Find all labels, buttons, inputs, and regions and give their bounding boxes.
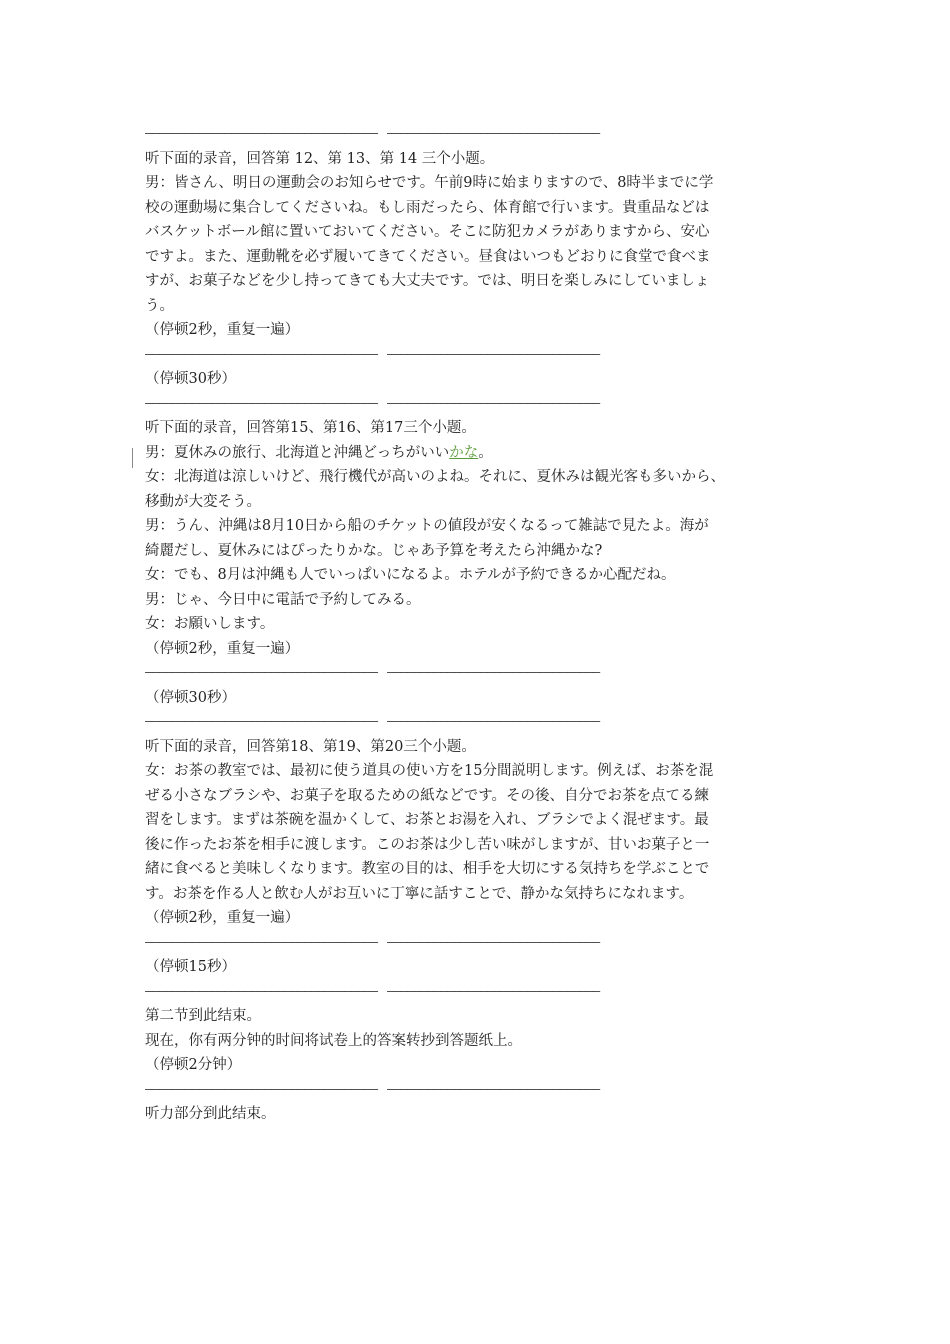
pause-note: （停顿2秒，重复一遍）	[145, 322, 300, 338]
dialogue-line: 後に作ったお茶を相手に渡します。このお茶は少し苦い味がしますが、甘いお菓子と一	[145, 836, 710, 853]
dialogue-line: バスケットボール館に置いておいてください。そこに防犯カメラがありますから、安心	[145, 224, 710, 240]
section-heading: 听下面的录音，回答第15、第16、第17三个小题。	[145, 420, 476, 436]
dialogue-line: 男：夏休みの旅行、北海道と沖縄どっちがいいかな。	[145, 444, 493, 461]
dialogue-line: すが、お菓子などを少し持ってきても大丈夫です。では、明日を楽しみにしていましょ	[145, 273, 710, 289]
divider-line: ——————————————————————————————————— ————————————————————————————————	[145, 934, 599, 950]
pause-note: （停顿30秒）	[145, 371, 236, 387]
dialogue-line: す。お茶を作る人と飲む人がお互いに丁寧に話すことで、静かな気持ちになれます。	[145, 885, 694, 902]
highlighted-text[interactable]: かな	[449, 444, 479, 461]
pause-note: （停顿2秒，重复一遍）	[145, 640, 300, 657]
section-12-14	[145, 147, 825, 343]
dialogue-line: 女：北海道は涼しいけど、飛行機代が高いのよね。それに、夏休みは観光客も多いから、	[145, 469, 725, 485]
dialogue-line: 移動が大変そう。	[145, 493, 261, 510]
dialogue-line: 緒に食べると美味しくなります。教室の目的は、相手を大切にする気持ちを学ぶことで	[145, 861, 710, 877]
dialogue-line: 綺麗だし、夏休みにはぴったりかな。じゃあ予算を考えたら沖縄かな?	[145, 542, 603, 559]
pause-note: （停顿30秒）	[145, 689, 236, 706]
divider-line: ——————————————————————————————————— ————————————————————————————————	[145, 983, 599, 999]
dialogue-line: 女：お茶の教室では、最初に使う道具の使い方を15分間説明します。例えば、お茶を混	[145, 763, 714, 779]
divider-line: ——————————————————————————————————— ————————————————————————————————	[145, 714, 599, 729]
dialogue-line: ですよ。また、運動靴を必ず履いてきてください。昼食はいつもどおりに食堂で食べま	[145, 248, 711, 265]
ending-line: 第二节到此结束。	[145, 1008, 261, 1024]
section-18-20	[145, 735, 825, 931]
divider-line: ——————————————————————————————————— ————————————————————————————————	[145, 665, 599, 680]
text-cursor	[132, 448, 133, 468]
document-page	[145, 122, 825, 1127]
dialogue-line: ぜる小さなブラシや、お菓子を取るための紙などです。その後、自分でお茶を点てる練	[145, 787, 710, 804]
pause-note: （停顿2分钟）	[145, 1057, 242, 1073]
dialogue-line: う。	[145, 297, 174, 314]
divider-line: ——————————————————————————————————— ————————————————————————————————	[145, 346, 599, 362]
dialogue-line: 習をします。まずは茶碗を温かくして、お茶とお湯を入れ、ブラシでよく混ぜます。最	[145, 812, 709, 828]
dialogue-line: 男：じゃ、今日中に電話で予約してみる。	[145, 591, 421, 608]
section-heading: 听下面的录音，回答第 12、第 13、第 14 三个小题。	[145, 150, 495, 167]
pause-note: （停顿2秒，重复一遍）	[145, 910, 300, 926]
divider-line: ——————————————————————————————————— ————————————————————————————————	[145, 1081, 599, 1097]
section-15-17	[145, 416, 825, 661]
ending-line: 现在，你有两分钟的时间将试卷上的答案转抄到答题纸上。	[145, 1032, 522, 1049]
divider-line: ——————————————————————————————————— ————————————————————————————————	[145, 395, 599, 411]
dialogue-line: 男：うん、沖縄は8月10日から船のチケットの値段が安くなるって雑誌で見たよ。海が	[145, 518, 709, 534]
final-line: 听力部分到此结束。	[145, 1106, 276, 1122]
ending-section	[145, 1004, 825, 1078]
dialogue-line: 女：お願いします。	[145, 616, 275, 632]
dialogue-line: 男：皆さん、明日の運動会のお知らせです。午前9時に始まりますので、8時半までに学	[145, 175, 714, 191]
section-heading: 听下面的录音，回答第18、第19、第20三个小题。	[145, 738, 476, 755]
dialogue-line: 校の運動場に集合してくださいね。もし雨だったら、体育館で行います。貴重品などは	[145, 199, 710, 216]
dialogue-line: 女：でも、8月は沖縄も人でいっぱいになるよ。ホテルが予約できるか心配だね。	[145, 567, 676, 583]
pause-note: （停顿15秒）	[145, 959, 236, 975]
divider-line: ——————————————————————————————————— ————————————————————————————————	[145, 126, 599, 141]
